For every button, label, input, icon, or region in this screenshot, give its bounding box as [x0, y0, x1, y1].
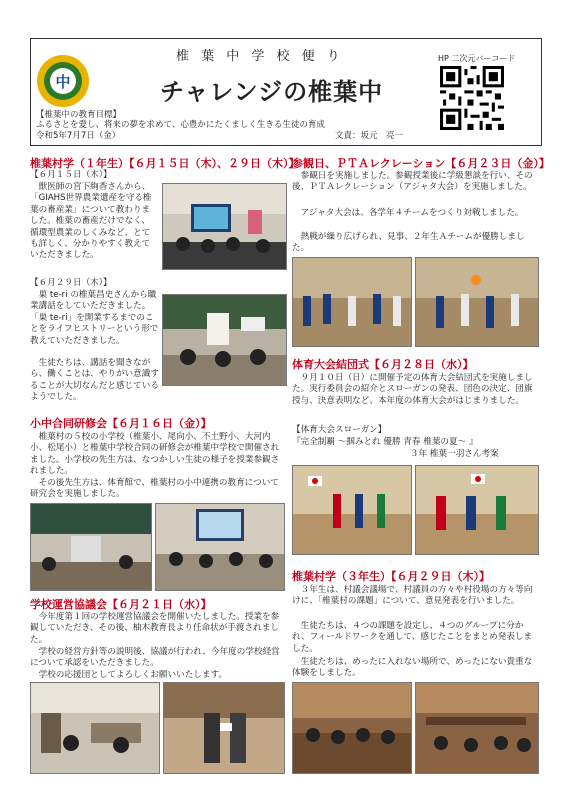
sub-heading-0615: 【６月１５日（木）】: [30, 170, 112, 180]
paragraph: ３年生は、村議会議場で、村議員の方々や村役場の方々等向けに、「椎葉村の課題」について、意見発表を行いました。: [292, 585, 533, 607]
paragraph: 生徒たちは、講話を聞きながら、働くことは、やりがい意識することが大切なんだと感じているようでした。: [30, 358, 159, 403]
slogan-credit: ３年 椎葉一羽さん考案: [410, 449, 499, 459]
section-heading-kenshu: 小中合同研修会【６月１６日（金）】: [30, 417, 212, 430]
paragraph: 参観日を実施しました。参観授業後に学級懇談を行い、その後、ＰＴＡレクレーション（アジャタ大会）を実施しました。: [292, 171, 533, 193]
paragraph: 椎葉村の５校の小学校（椎葉小、尾向小、不土野小、大河内小、松尾小）と椎葉中学校合同の研修会が椎葉中学校で開催されました。小学校の先生方は、なつかしい生徒の様子を授業参観されました。: [30, 432, 280, 477]
slogan-heading: 【体育大会スローガン】: [292, 425, 387, 435]
slogan-text: 『完全制覇 ～掴みとれ 優勝 青春 椎葉の夏～ 』: [292, 437, 478, 447]
photo-team-ceremony-2: [415, 465, 539, 555]
photo-team-ceremony-1: [292, 465, 412, 555]
photo-career-talk: [162, 294, 287, 386]
newsletter-title: チャレンジの椎葉中: [160, 78, 384, 106]
newsletter-subtitle: 椎 葉 中 学 校 便 り: [176, 49, 344, 64]
section-heading-shiibagaku-3: 椎葉村学（３年生）【６月２９日（木）】: [292, 570, 490, 583]
paragraph: 学校の応援団としてよろしくお願いいたします。: [38, 670, 227, 680]
photo-ajata-game-2: [415, 257, 539, 347]
section-heading-taiikutaikai: 体育大会結団式【６月２８日（水）】: [292, 358, 474, 371]
author: 文責：坂元 亮一: [335, 131, 404, 141]
section-heading-kyogikai: 学校運営協議会【６月２１日（水）】: [30, 598, 212, 611]
education-goal-text: ふるさとを愛し、将来の夢を求めて、心豊かにたくましく生きる生徒の育成: [36, 120, 325, 130]
issue-date: 令和5年7月7日（金）: [36, 131, 121, 141]
qr-code-icon[interactable]: [440, 66, 504, 130]
paragraph: 生徒たちは、４つの課題を設定し、４つのグループに分かれ、フィールドワークを通して、感じたことをまとめ発表しました。: [292, 621, 533, 654]
paragraph: 生徒たちは、めったに入れない場所で、めったにない貴重な体験をしました。: [292, 657, 533, 679]
section-heading-pta: 参観日、ＰＴＡレクレーション【６月２３日（金）】: [292, 157, 550, 170]
photo-council-class: [30, 682, 160, 774]
photo-class-observation: [30, 503, 152, 591]
paragraph: ９月１０日（日）に開催予定の体育大会結団式を実施しました。実行委員会の紹介とスローガンの発表、団色の決定、団旗授与、決意表明など、本年度の体育大会がはじまりました。: [292, 373, 533, 406]
section-heading-shiibagaku-1: 椎葉村学（１年生）【６月１５日（木）、２９日（木）】: [30, 157, 300, 170]
svg-text:中: 中: [55, 73, 71, 91]
paragraph: 巣 te-ri の椎葉昌史さんから職業講話をしていただきました。「巣 te-ri」を開業するまでのことをライフヒストリーという形で教えていただきました。: [30, 290, 159, 346]
school-emblem-icon: [36, 54, 90, 108]
hp-qr-label: HP 二次元バーコード: [438, 54, 516, 63]
photo-assembly-hall-1: [292, 682, 412, 774]
photo-teacher-meeting: [155, 503, 285, 591]
paragraph: 学校の経営方針等の説明後、協議が行われ、今年度の学校経営について承認をいただきました。: [30, 647, 280, 669]
photo-appointment-ceremony: [163, 682, 285, 774]
paragraph: 熱戦が繰り広げられ、見事、２年生Ａチームが優勝しました。: [292, 232, 525, 254]
paragraph: 獣医師の宮下絢香さんから、「GIAHS世界農業遺産を守る椎葉の畜産業」について教わりました。椎葉の畜産だけでなく、循環型農業のしくみなど、とても詳しく、分かりやすく教えていただきました。: [30, 182, 152, 261]
paragraph: 今年度第１回の学校運営協議会を開催いたしました。授業を参観していただき、その後、柚木教育長より任命状が手渡されました。: [30, 612, 280, 645]
photo-vet-lecture: [162, 183, 287, 270]
paragraph: その後先生方は、体育館で、椎葉村の小中連携の教育について研究会を実施しました。: [30, 478, 279, 500]
paragraph: アジャタ大会は、各学年４チームをつくり対戦しました。: [300, 208, 524, 218]
photo-ajata-game-1: [292, 257, 412, 347]
photo-assembly-hall-2: [415, 682, 539, 774]
education-goal-heading: 【椎葉中の教育目標】: [36, 110, 122, 120]
sub-heading-0629: 【６月２９日（木）】: [30, 278, 112, 288]
